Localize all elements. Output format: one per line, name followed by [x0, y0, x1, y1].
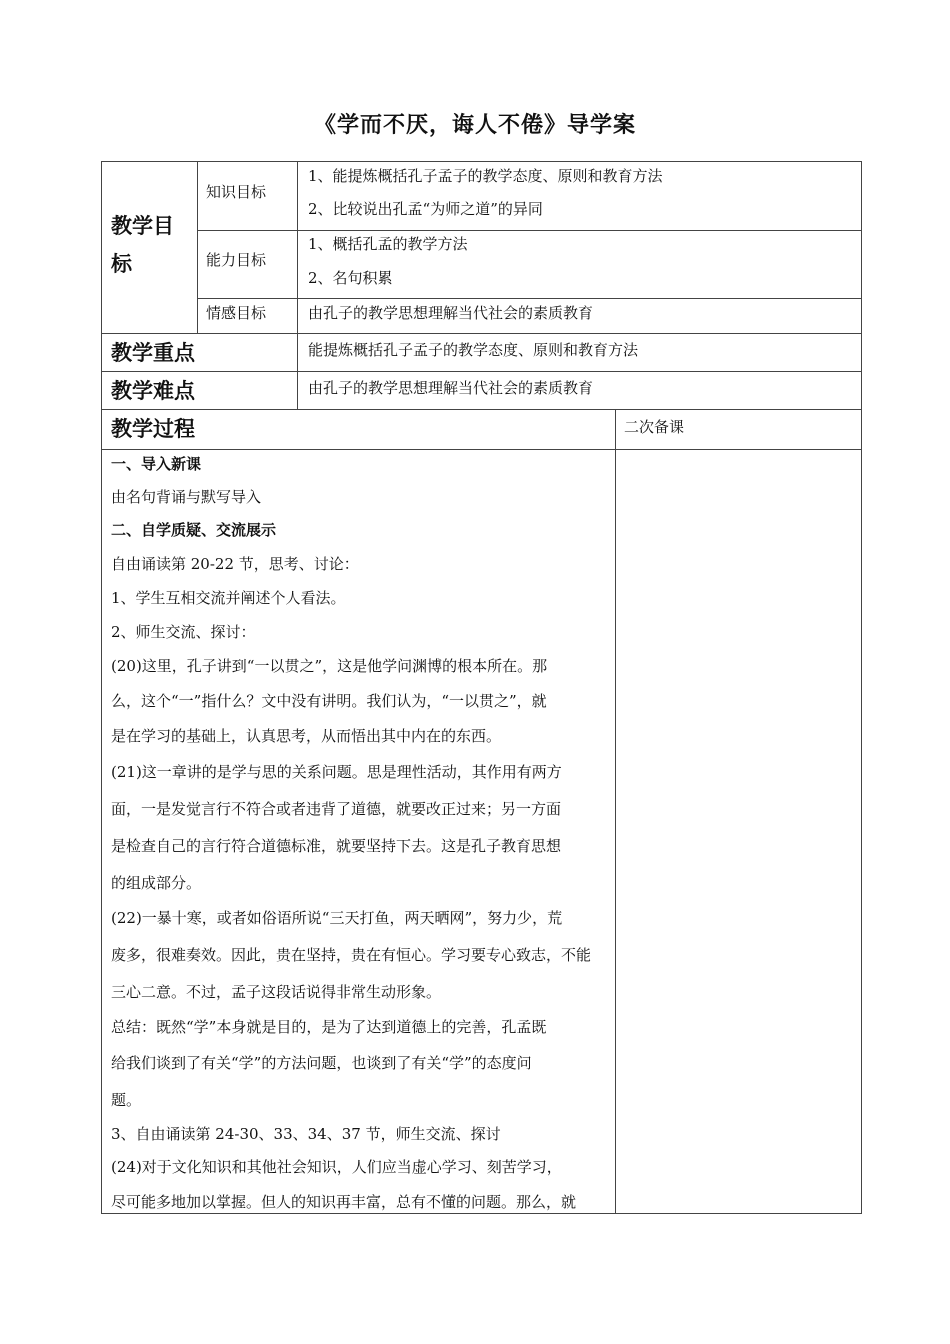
rule-sublabel-left	[197, 162, 198, 333]
process-label: 教学过程	[111, 417, 195, 441]
process-line: 三心二意。不过，孟子这段话说得非常生动形象。	[111, 983, 442, 1001]
knowledge-goal-label: 知识目标	[206, 183, 267, 201]
process-line: 废多，很难奏效。因此，贵在坚持，贵在有恒心。学习要专心致志，不能	[111, 946, 592, 964]
difficulties-label: 教学难点	[111, 379, 195, 403]
process-line: 是检查自己的言行符合道德标准，就要坚持下去。这是孔子教育思想	[111, 837, 562, 855]
rule-objectives-bottom	[102, 333, 861, 334]
process-line: 2、师生交流、探讨：	[111, 623, 256, 641]
rule-difficulties-bottom	[102, 409, 861, 410]
emotion-goal-label: 情感目标	[206, 304, 267, 322]
process-line: 题。	[111, 1091, 142, 1109]
process-line: 总结：既然“学”本身就是目的，是为了达到道德上的完善，孔孟既	[111, 1018, 547, 1036]
knowledge-goal-1: 1、能提炼概括孔子孟子的教学态度、原则和教育方法	[308, 167, 663, 185]
process-line: 由名句背诵与默写导入	[111, 488, 262, 506]
process-line: 一、导入新课	[111, 455, 202, 473]
objectives-header-line1: 教学目	[111, 214, 174, 238]
knowledge-goal-2: 2、比较说出孔孟“为师之道”的异同	[308, 200, 543, 218]
key-points-label: 教学重点	[111, 341, 195, 365]
process-line: (24)对于文化知识和其他社会知识，人们应当虚心学习、刻苦学习，	[111, 1158, 562, 1176]
process-line: 的组成部分。	[111, 874, 202, 892]
process-line: 给我们谈到了有关“学”的方法问题，也谈到了有关“学”的态度问	[111, 1054, 532, 1072]
process-line: 尽可能多地加以掌握。但人的知识再丰富，总有不懂的问题。那么，就	[111, 1193, 577, 1211]
lesson-plan-table	[101, 161, 862, 1214]
difficulties-content: 由孔子的教学思想理解当代社会的素质教育	[308, 379, 594, 397]
process-line: (20)这里，孔子讲到“一以贯之”，这是他学问渊博的根本所在。那	[111, 657, 548, 675]
ability-goal-label: 能力目标	[206, 251, 267, 269]
process-line: 1、学生互相交流并阐述个人看法。	[111, 589, 346, 607]
ability-goal-2: 2、名句积累	[308, 269, 393, 287]
process-line: (21)这一章讲的是学与思的关系问题。思是理性活动，其作用有两方	[111, 763, 562, 781]
rule-process-header-bottom	[102, 449, 861, 450]
document-title: 《学而不厌，诲人不倦》导学案	[313, 113, 636, 138]
process-line: 面，一是发觉言行不符合或者违背了道德，就要改正过来；另一方面	[111, 800, 562, 818]
process-line: 么，这个“一”指什么？文中没有讲明。我们认为，“一以贯之”，就	[111, 692, 547, 710]
side-notes-label: 二次备课	[624, 418, 685, 436]
emotion-goal-1: 由孔子的教学思想理解当代社会的素质教育	[308, 304, 594, 322]
rule-side-column	[615, 409, 616, 1214]
process-line: 二、自学质疑、交流展示	[111, 521, 277, 539]
process-line: 是在学习的基础上，认真思考，从而悟出其中内在的东西。	[111, 727, 502, 745]
rule-keypoints-bottom	[102, 371, 861, 372]
ability-goal-1: 1、概括孔孟的教学方法	[308, 235, 468, 253]
objectives-header-line2: 标	[111, 252, 132, 276]
key-points-content: 能提炼概括孔子孟子的教学态度、原则和教育方法	[308, 341, 639, 359]
process-line: 自由诵读第 20-22 节，思考、讨论：	[111, 555, 359, 573]
process-line: (22)一暴十寒，或者如俗语所说“三天打鱼，两天晒网”，努力少，荒	[111, 909, 563, 927]
rule-content-left	[297, 162, 298, 409]
process-line: 3、自由诵读第 24-30、33、34、37 节，师生交流、探讨	[111, 1125, 501, 1143]
